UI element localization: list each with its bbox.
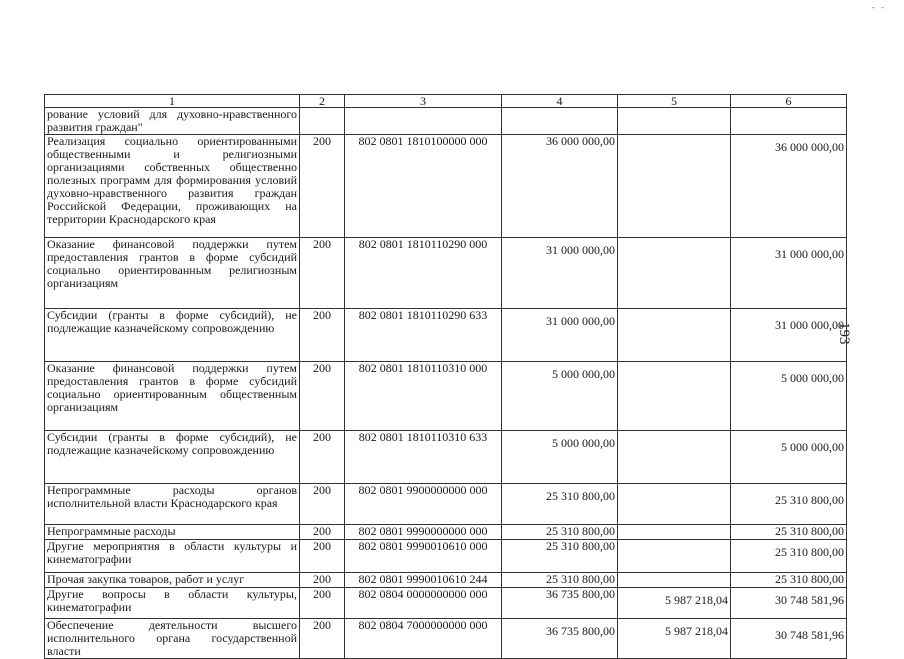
row-amount-5 [618,525,731,540]
row-amount-6: 36 000 000,00 [731,135,847,238]
table-row [45,135,847,238]
table-row [45,588,847,619]
row-name: Оказание финансовой поддержки путем предоставления грантов в форме субсидий социально ориентированным религиозным организациям [45,238,300,309]
row-amount-5 [618,238,731,309]
row-code: 200 [300,484,345,525]
table-row [45,309,847,362]
row-amount-4: 36 735 800,00 [502,619,618,659]
column-header-6: 6 [731,95,847,108]
row-code: 200 [300,525,345,540]
row-name: Реализация социально ориентированными общественными и религиозными организациями собственных общественно полезных программ для формирования условий духовно-нравственного развития граждан Российской Федерации, проживающих на территории Краснодарского края [45,135,300,238]
row-amount-5 [618,573,731,588]
row-amount-5 [618,484,731,525]
row-amount-4: 5 000 000,00 [502,431,618,484]
page-number: 193 [836,322,852,345]
row-amount-5 [618,108,731,135]
corner-mark: - - [871,2,886,12]
row-kbk: 802 0804 0000000000 000 [345,588,502,619]
row-amount-5 [618,135,731,238]
row-amount-6 [731,108,847,135]
row-name: Оказание финансовой поддержки путем предоставления грантов в форме субсидий социально ориентированным общественным организациям [45,362,300,431]
row-kbk [345,108,502,135]
column-header-3: 3 [345,95,502,108]
row-code: 200 [300,238,345,309]
row-name: Обеспечение деятельности высшего исполнительного органа государственной власти [45,619,300,659]
row-amount-5 [618,309,731,362]
row-amount-6: 30 748 581,96 [731,619,847,659]
row-code: 200 [300,431,345,484]
row-name: Субсидии (гранты в форме субсидий), не подлежащие казначейскому сопровождению [45,431,300,484]
row-amount-4: 25 310 800,00 [502,525,618,540]
row-name: Непрограммные расходы органов исполнительной власти Краснодарского края [45,484,300,525]
row-name: Другие мероприятия в области культуры и кинематографии [45,540,300,573]
row-amount-6: 25 310 800,00 [731,540,847,573]
row-code [300,108,345,135]
table-row [45,525,847,540]
row-kbk: 802 0804 7000000000 000 [345,619,502,659]
row-amount-6: 30 748 581,96 [731,588,847,619]
table-row [45,108,847,135]
row-code: 200 [300,135,345,238]
row-kbk: 802 0801 1810110290 633 [345,309,502,362]
table-row [45,431,847,484]
row-kbk: 802 0801 1810100000 000 [345,135,502,238]
row-amount-6: 31 000 000,00 [731,309,847,362]
table-row [45,573,847,588]
row-amount-6: 5 000 000,00 [731,362,847,431]
row-amount-6: 5 000 000,00 [731,431,847,484]
row-name: Прочая закупка товаров, работ и услуг [45,573,300,588]
row-amount-5: 5 987 218,04 [618,619,731,659]
row-kbk: 802 0801 9900000000 000 [345,484,502,525]
row-name: Другие вопросы в области культуры, кинематографии [45,588,300,619]
row-amount-4: 25 310 800,00 [502,540,618,573]
table-row [45,238,847,309]
row-code: 200 [300,588,345,619]
row-amount-4: 31 000 000,00 [502,309,618,362]
budget-table [44,94,847,659]
row-amount-4: 25 310 800,00 [502,573,618,588]
row-name: рование условий для духовно-нравственного развития граждан" [45,108,300,135]
row-amount-4: 31 000 000,00 [502,238,618,309]
column-header-5: 5 [618,95,731,108]
row-name: Непрограммные расходы [45,525,300,540]
table-row [45,484,847,525]
row-kbk: 802 0801 1810110290 000 [345,238,502,309]
row-kbk: 802 0801 1810110310 000 [345,362,502,431]
table-header-row [45,95,847,108]
row-amount-5 [618,362,731,431]
table-row [45,362,847,431]
row-amount-6: 25 310 800,00 [731,573,847,588]
column-header-4: 4 [502,95,618,108]
column-header-1: 1 [45,95,300,108]
row-code: 200 [300,362,345,431]
row-amount-6: 25 310 800,00 [731,525,847,540]
row-name: Субсидии (гранты в форме субсидий), не подлежащие казначейскому сопровождению [45,309,300,362]
row-amount-4: 5 000 000,00 [502,362,618,431]
row-amount-6: 25 310 800,00 [731,484,847,525]
row-code: 200 [300,573,345,588]
row-kbk: 802 0801 9990000000 000 [345,525,502,540]
row-amount-4 [502,108,618,135]
row-amount-5: 5 987 218,04 [618,588,731,619]
row-code: 200 [300,619,345,659]
table-row [45,619,847,659]
row-amount-4: 36 735 800,00 [502,588,618,619]
row-code: 200 [300,309,345,362]
row-code: 200 [300,540,345,573]
column-header-2: 2 [300,95,345,108]
table-row [45,540,847,573]
row-kbk: 802 0801 1810110310 633 [345,431,502,484]
row-amount-5 [618,431,731,484]
row-amount-5 [618,540,731,573]
row-kbk: 802 0801 9990010610 244 [345,573,502,588]
row-amount-4: 36 000 000,00 [502,135,618,238]
row-amount-6: 31 000 000,00 [731,238,847,309]
row-amount-4: 25 310 800,00 [502,484,618,525]
row-kbk: 802 0801 9990010610 000 [345,540,502,573]
